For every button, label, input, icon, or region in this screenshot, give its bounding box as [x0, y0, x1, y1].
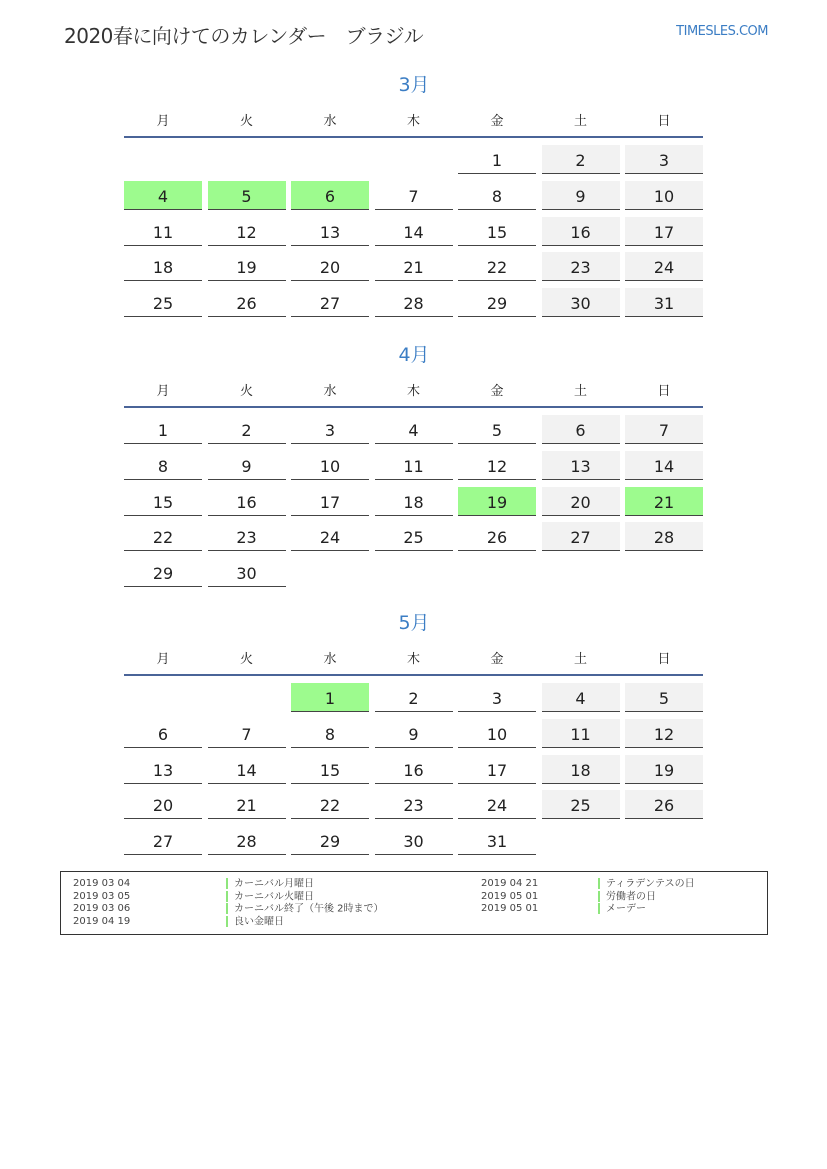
holiday-day-cell: 19: [458, 487, 536, 516]
day-cell: 9: [542, 181, 620, 210]
day-cell: 19: [208, 252, 286, 281]
legend-holiday-name: カーニバル終了（午後 2時まで）: [234, 903, 384, 915]
day-cell: 3: [458, 683, 536, 712]
day-cell: 13: [124, 755, 202, 784]
legend-date: 2019 03 05: [73, 890, 131, 902]
day-cell: 30: [542, 288, 620, 317]
day-cell: 16: [542, 217, 620, 246]
month-title: 3月: [398, 74, 430, 96]
holiday-legend: [60, 871, 768, 935]
weekday-header: 土: [573, 652, 587, 667]
day-cell: 24: [291, 522, 369, 551]
day-cell: 23: [542, 252, 620, 281]
day-cell: 17: [458, 755, 536, 784]
day-cell: 20: [542, 487, 620, 516]
day-cell: 6: [542, 415, 620, 444]
weekday-header: 木: [406, 652, 420, 667]
day-cell: 29: [124, 558, 202, 587]
weekday-header: 火: [239, 114, 253, 129]
legend-marker: [226, 903, 228, 914]
day-cell: 13: [542, 451, 620, 480]
day-cell: 31: [625, 288, 703, 317]
day-cell: 25: [124, 288, 202, 317]
day-cell: 9: [375, 719, 453, 748]
legend-date: 2019 04 21: [481, 878, 539, 889]
header-rule: [124, 136, 703, 138]
day-cell: 17: [625, 217, 703, 246]
day-cell: 11: [542, 719, 620, 748]
day-cell: 14: [375, 217, 453, 246]
day-cell: 28: [625, 522, 703, 551]
legend-holiday: [598, 878, 695, 890]
weekday-header: 金: [490, 114, 504, 129]
day-cell: 8: [124, 451, 202, 480]
day-cell: 14: [208, 755, 286, 784]
weekday-header: 月: [156, 652, 170, 667]
day-cell: 5: [458, 415, 536, 444]
month-title: 5月: [398, 612, 430, 634]
day-cell: 4: [542, 683, 620, 712]
day-cell: 26: [208, 288, 286, 317]
day-cell: 10: [291, 451, 369, 480]
day-cell: 25: [375, 522, 453, 551]
header-rule: [124, 674, 703, 676]
day-cell: 12: [208, 217, 286, 246]
day-cell: 15: [291, 755, 369, 784]
day-cell: 12: [625, 719, 703, 748]
weekday-header: 土: [573, 114, 587, 129]
day-cell: 13: [291, 217, 369, 246]
day-cell: 30: [375, 826, 453, 855]
weekday-header: 月: [156, 114, 170, 129]
weekday-header: 水: [323, 652, 337, 667]
day-cell: 25: [542, 790, 620, 819]
legend-holiday: [226, 916, 284, 928]
day-cell: 18: [542, 755, 620, 784]
day-cell: 10: [625, 181, 703, 210]
day-cell: 27: [124, 826, 202, 855]
day-cell: 29: [458, 288, 536, 317]
day-cell: 2: [542, 145, 620, 174]
day-cell: 6: [124, 719, 202, 748]
weekday-header: 日: [657, 384, 671, 399]
weekday-header: 火: [239, 384, 253, 399]
weekday-header: 水: [323, 384, 337, 399]
legend-holiday-name: カーニバル月曜日: [234, 878, 314, 890]
day-cell: 20: [291, 252, 369, 281]
day-cell: 24: [625, 252, 703, 281]
weekday-header: 金: [490, 652, 504, 667]
legend-date: 2019 04 19: [73, 915, 131, 927]
legend-marker: [226, 891, 228, 902]
legend-date: 2019 03 04: [73, 878, 131, 889]
day-cell: 1: [458, 145, 536, 174]
day-cell: 3: [291, 415, 369, 444]
legend-marker: [598, 878, 600, 889]
legend-marker: [598, 903, 600, 914]
weekday-header: 木: [406, 114, 420, 129]
day-cell: 14: [625, 451, 703, 480]
weekday-header: 水: [323, 114, 337, 129]
day-cell: 3: [625, 145, 703, 174]
day-cell: 26: [458, 522, 536, 551]
day-cell: 21: [375, 252, 453, 281]
legend-holiday: [598, 891, 656, 903]
legend-holiday-name: 労働者の日: [606, 891, 656, 902]
day-cell: 29: [291, 826, 369, 855]
day-cell: 30: [208, 558, 286, 587]
day-cell: 16: [208, 487, 286, 516]
holiday-day-cell: 5: [208, 181, 286, 210]
legend-holiday: [598, 903, 646, 915]
day-cell: 22: [458, 252, 536, 281]
legend-marker: [226, 916, 228, 927]
legend-holiday: [226, 878, 314, 890]
holiday-day-cell: 21: [625, 487, 703, 516]
day-cell: 16: [375, 755, 453, 784]
legend-date: 2019 05 01: [481, 890, 539, 902]
day-cell: 10: [458, 719, 536, 748]
legend-marker: [226, 878, 228, 889]
month-title: 4月: [398, 344, 430, 366]
day-cell: 9: [208, 451, 286, 480]
day-cell: 22: [291, 790, 369, 819]
site-logo[interactable]: TIMESLES.COM: [676, 24, 768, 39]
day-cell: 7: [625, 415, 703, 444]
day-cell: 11: [375, 451, 453, 480]
legend-holiday: [226, 903, 384, 915]
day-cell: 18: [375, 487, 453, 516]
day-cell: 5: [625, 683, 703, 712]
weekday-header: 日: [657, 114, 671, 129]
day-cell: 12: [458, 451, 536, 480]
day-cell: 27: [542, 522, 620, 551]
legend-holiday: [226, 891, 314, 903]
day-cell: 2: [208, 415, 286, 444]
legend-holiday-name: カーニバル火曜日: [234, 891, 314, 902]
legend-marker: [598, 891, 600, 902]
weekday-header: 火: [239, 652, 253, 667]
day-cell: 8: [458, 181, 536, 210]
day-cell: 2: [375, 683, 453, 712]
day-cell: 8: [291, 719, 369, 748]
legend-date: 2019 03 06: [73, 903, 131, 914]
day-cell: 23: [208, 522, 286, 551]
day-cell: 19: [625, 755, 703, 784]
day-cell: 11: [124, 217, 202, 246]
day-cell: 17: [291, 487, 369, 516]
holiday-day-cell: 4: [124, 181, 202, 210]
day-cell: 31: [458, 826, 536, 855]
day-cell: 28: [375, 288, 453, 317]
legend-holiday-name: メーデー: [606, 903, 646, 915]
day-cell: 23: [375, 790, 453, 819]
day-cell: 20: [124, 790, 202, 819]
day-cell: 22: [124, 522, 202, 551]
legend-date: 2019 05 01: [481, 903, 539, 914]
day-cell: 27: [291, 288, 369, 317]
day-cell: 7: [208, 719, 286, 748]
weekday-header: 土: [573, 384, 587, 399]
weekday-header: 木: [406, 384, 420, 399]
day-cell: 7: [375, 181, 453, 210]
day-cell: 4: [375, 415, 453, 444]
weekday-header: 月: [156, 384, 170, 399]
page-title: 2020春に向けてのカレンダー ブラジル: [64, 24, 424, 48]
day-cell: 1: [124, 415, 202, 444]
day-cell: 15: [458, 217, 536, 246]
day-cell: 28: [208, 826, 286, 855]
day-cell: 21: [208, 790, 286, 819]
holiday-day-cell: 1: [291, 683, 369, 712]
legend-holiday-name: 良い金曜日: [234, 916, 284, 927]
day-cell: 24: [458, 790, 536, 819]
weekday-header: 日: [657, 652, 671, 667]
day-cell: 18: [124, 252, 202, 281]
holiday-day-cell: 6: [291, 181, 369, 210]
weekday-header: 金: [490, 384, 504, 399]
header-rule: [124, 406, 703, 408]
day-cell: 15: [124, 487, 202, 516]
day-cell: 26: [625, 790, 703, 819]
legend-holiday-name: ティラデンテスの日: [606, 878, 695, 890]
